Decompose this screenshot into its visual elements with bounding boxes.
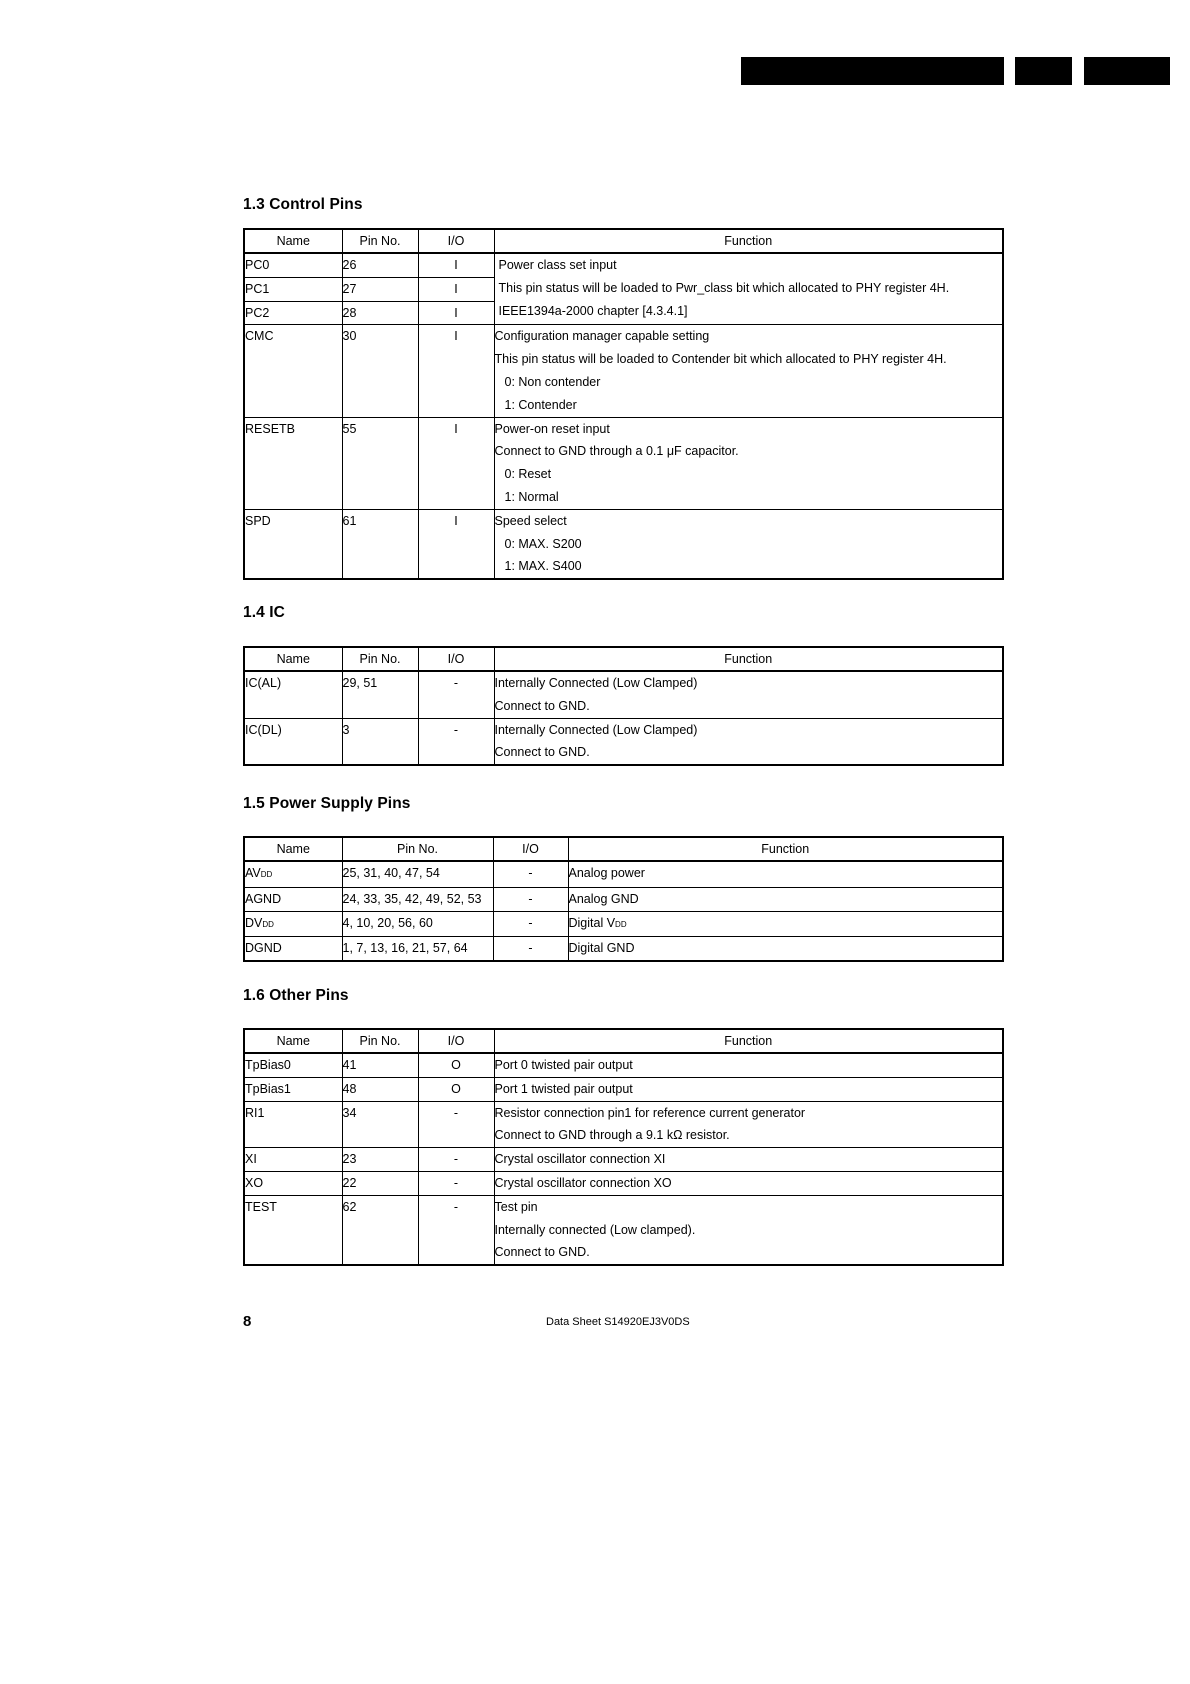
table-row bbox=[244, 1148, 1003, 1172]
pin-io: - bbox=[453, 1105, 459, 1120]
function-line: 0: MAX. S200 bbox=[504, 536, 582, 551]
table-row bbox=[244, 911, 1003, 937]
table-header-row bbox=[244, 647, 1003, 671]
pin-name: CMC bbox=[245, 329, 274, 344]
pin-name: TpBias0 bbox=[245, 1058, 291, 1072]
pin-number: 62 bbox=[342, 1199, 357, 1214]
pin-function bbox=[494, 1077, 1003, 1101]
pin-name: IC(DL) bbox=[245, 722, 282, 737]
pin-function bbox=[494, 671, 1003, 718]
pin-function bbox=[494, 1053, 1003, 1077]
power-supply-pins-table bbox=[243, 836, 1004, 962]
header-pin: Pin No. bbox=[342, 1029, 418, 1053]
function-line: 0: Non contender bbox=[504, 374, 601, 389]
header-function: Function bbox=[494, 647, 1003, 671]
table-row bbox=[244, 325, 1003, 417]
function-line: Connect to GND through a 0.1 μF capacitor. bbox=[494, 444, 739, 459]
pin-number: 30 bbox=[342, 329, 357, 344]
function-line: 1: Contender bbox=[504, 397, 577, 412]
table-header-row bbox=[244, 1029, 1003, 1053]
pin-io: I bbox=[454, 513, 458, 528]
pin-function-subscript: DD bbox=[615, 919, 627, 929]
function-line: 1: MAX. S400 bbox=[504, 559, 582, 574]
header-name: Name bbox=[244, 647, 342, 671]
function-line: 0: Reset bbox=[504, 467, 552, 482]
pin-io: - bbox=[493, 887, 568, 911]
function-line: Internally connected (Low clamped). bbox=[494, 1222, 696, 1237]
pin-name: PC0 bbox=[244, 253, 342, 277]
function-line: Resistor connection pin1 for reference current generator bbox=[494, 1105, 806, 1120]
header-name: Name bbox=[244, 1029, 342, 1053]
pin-number: 22 bbox=[342, 1175, 357, 1190]
header-function: Function bbox=[494, 229, 1003, 253]
pin-number: 4, 10, 20, 56, 60 bbox=[342, 911, 493, 937]
pin-function bbox=[494, 1101, 1003, 1148]
header-function: Function bbox=[494, 1029, 1003, 1053]
table-row bbox=[244, 253, 1003, 277]
pin-name-text: DV bbox=[245, 915, 263, 930]
pin-name bbox=[244, 937, 342, 961]
pin-name: PC2 bbox=[244, 301, 342, 325]
pin-name: RI1 bbox=[245, 1105, 265, 1120]
function-line: Configuration manager capable setting bbox=[494, 329, 710, 344]
function-line: Power-on reset input bbox=[494, 421, 610, 436]
pin-function bbox=[494, 325, 1003, 417]
header-pin: Pin No. bbox=[342, 229, 418, 253]
function-line: Connect to GND. bbox=[494, 698, 590, 713]
pin-name: XO bbox=[245, 1175, 264, 1190]
pin-name: PC1 bbox=[244, 277, 342, 301]
pin-function-text: Digital V bbox=[568, 915, 616, 930]
pin-io: I bbox=[418, 301, 494, 325]
header-name: Name bbox=[244, 837, 342, 861]
pin-name: RESETB bbox=[245, 421, 296, 436]
header-bar-title bbox=[741, 57, 1004, 85]
pin-io: I bbox=[418, 253, 494, 277]
section-title-control-pins: 1.3 Control Pins bbox=[243, 196, 363, 213]
table-row bbox=[244, 1053, 1003, 1077]
header-pin: Pin No. bbox=[342, 837, 493, 861]
pin-function bbox=[494, 417, 1003, 509]
table-row bbox=[244, 1077, 1003, 1101]
pin-io: I bbox=[454, 329, 458, 344]
function-line: Crystal oscillator connection XO bbox=[494, 1175, 672, 1190]
section-title-ic: 1.4 IC bbox=[243, 604, 285, 621]
pin-function-text: Digital GND bbox=[568, 941, 635, 956]
header-bar-code bbox=[1084, 57, 1170, 85]
table-row bbox=[244, 1171, 1003, 1195]
pin-io: O bbox=[451, 1058, 461, 1072]
other-pins-table bbox=[243, 1028, 1004, 1266]
pin-number: 23 bbox=[342, 1152, 357, 1167]
pin-name: XI bbox=[245, 1152, 257, 1167]
function-line: 1: Normal bbox=[504, 489, 559, 504]
function-line: Test pin bbox=[494, 1199, 538, 1214]
header-io: I/O bbox=[418, 229, 494, 253]
function-line: Power class set input bbox=[498, 258, 617, 272]
function-line: This pin status will be loaded to Pwr_class bit which allocated to PHY register 4H. bbox=[498, 280, 950, 295]
function-line: IEEE1394a-2000 chapter [4.3.4.1] bbox=[498, 303, 688, 318]
pin-name-subscript: DD bbox=[262, 919, 274, 929]
table-row bbox=[244, 861, 1003, 887]
function-line: Speed select bbox=[494, 513, 567, 528]
pin-function-text: Analog power bbox=[568, 866, 645, 880]
header-name: Name bbox=[244, 229, 342, 253]
pin-number: 3 bbox=[342, 722, 350, 737]
table-header-row bbox=[244, 229, 1003, 253]
control-pins-table bbox=[243, 228, 1004, 580]
pin-number: 61 bbox=[342, 513, 357, 528]
pin-name: SPD bbox=[245, 513, 271, 528]
pin-number: 34 bbox=[342, 1105, 357, 1120]
pin-number: 41 bbox=[342, 1058, 357, 1072]
header-pin: Pin No. bbox=[342, 647, 418, 671]
pin-function bbox=[494, 1195, 1003, 1265]
pin-io: O bbox=[451, 1081, 461, 1096]
pin-name: TpBias1 bbox=[245, 1081, 291, 1096]
function-line: Port 0 twisted pair output bbox=[494, 1058, 633, 1072]
pin-number: 24, 33, 35, 42, 49, 52, 53 bbox=[342, 887, 493, 911]
pin-number: 29, 51 bbox=[342, 676, 378, 690]
header-io: I/O bbox=[418, 647, 494, 671]
pin-number: 25, 31, 40, 47, 54 bbox=[342, 861, 493, 887]
pin-number: 48 bbox=[342, 1081, 357, 1096]
header-bar-section bbox=[1015, 57, 1072, 85]
table-row bbox=[244, 509, 1003, 579]
pin-io: - bbox=[453, 676, 459, 690]
function-line: Crystal oscillator connection XI bbox=[494, 1152, 666, 1167]
table-row bbox=[244, 1101, 1003, 1148]
section-title-other-pins: 1.6 Other Pins bbox=[243, 987, 349, 1004]
pin-function bbox=[568, 937, 1003, 961]
pin-function bbox=[568, 887, 1003, 911]
section-title-power-supply-pins: 1.5 Power Supply Pins bbox=[243, 795, 411, 812]
pin-io: - bbox=[453, 1175, 459, 1190]
header-function: Function bbox=[568, 837, 1003, 861]
pin-io: - bbox=[493, 937, 568, 961]
document-id: Data Sheet S14920EJ3V0DS bbox=[546, 1316, 690, 1328]
pin-function bbox=[494, 509, 1003, 579]
function-line: Connect to GND. bbox=[494, 745, 590, 760]
pin-io: - bbox=[453, 1199, 459, 1214]
pin-io: - bbox=[493, 911, 568, 937]
pin-function-text: Analog GND bbox=[568, 891, 639, 906]
header-io: I/O bbox=[493, 837, 568, 861]
table-row bbox=[244, 937, 1003, 961]
table-row bbox=[244, 671, 1003, 718]
pin-name: TEST bbox=[245, 1199, 277, 1214]
pin-io: - bbox=[493, 861, 568, 887]
pin-number: 27 bbox=[342, 277, 418, 301]
table-row bbox=[244, 718, 1003, 765]
pin-io: - bbox=[453, 722, 459, 737]
table-row bbox=[244, 417, 1003, 509]
pin-function bbox=[494, 1148, 1003, 1172]
pin-name: IC(AL) bbox=[245, 676, 282, 690]
table-row bbox=[244, 887, 1003, 911]
pin-name-subscript: DD bbox=[260, 870, 273, 879]
pin-name-text: DGND bbox=[245, 941, 282, 956]
pin-function bbox=[494, 253, 1003, 325]
pin-io: I bbox=[418, 277, 494, 301]
table-header-row bbox=[244, 837, 1003, 861]
pin-io: I bbox=[454, 421, 458, 436]
pin-io: - bbox=[453, 1152, 459, 1167]
pin-number: 26 bbox=[342, 253, 418, 277]
pin-function bbox=[494, 1171, 1003, 1195]
table-row bbox=[244, 1195, 1003, 1265]
function-line: This pin status will be loaded to Contender bit which allocated to PHY register 4H. bbox=[494, 352, 947, 367]
pin-number: 28 bbox=[342, 301, 418, 325]
pin-name-text: AV bbox=[245, 866, 261, 880]
pin-name bbox=[244, 911, 342, 937]
pin-name bbox=[244, 861, 342, 887]
page-number: 8 bbox=[243, 1313, 252, 1330]
function-line: Internally Connected (Low Clamped) bbox=[494, 722, 698, 737]
function-line: Internally Connected (Low Clamped) bbox=[494, 676, 698, 690]
function-line: Connect to GND. bbox=[494, 1245, 590, 1260]
ic-table bbox=[243, 646, 1004, 766]
pin-name bbox=[244, 887, 342, 911]
pin-number: 1, 7, 13, 16, 21, 57, 64 bbox=[342, 937, 493, 961]
pin-number: 55 bbox=[342, 421, 357, 436]
function-line: Port 1 twisted pair output bbox=[494, 1081, 633, 1096]
function-line: Connect to GND through a 9.1 kΩ resistor. bbox=[494, 1128, 730, 1143]
pin-function bbox=[494, 718, 1003, 765]
pin-name-text: AGND bbox=[245, 891, 282, 906]
pin-function bbox=[568, 861, 1003, 887]
header-io: I/O bbox=[418, 1029, 494, 1053]
pin-function bbox=[568, 911, 1003, 937]
